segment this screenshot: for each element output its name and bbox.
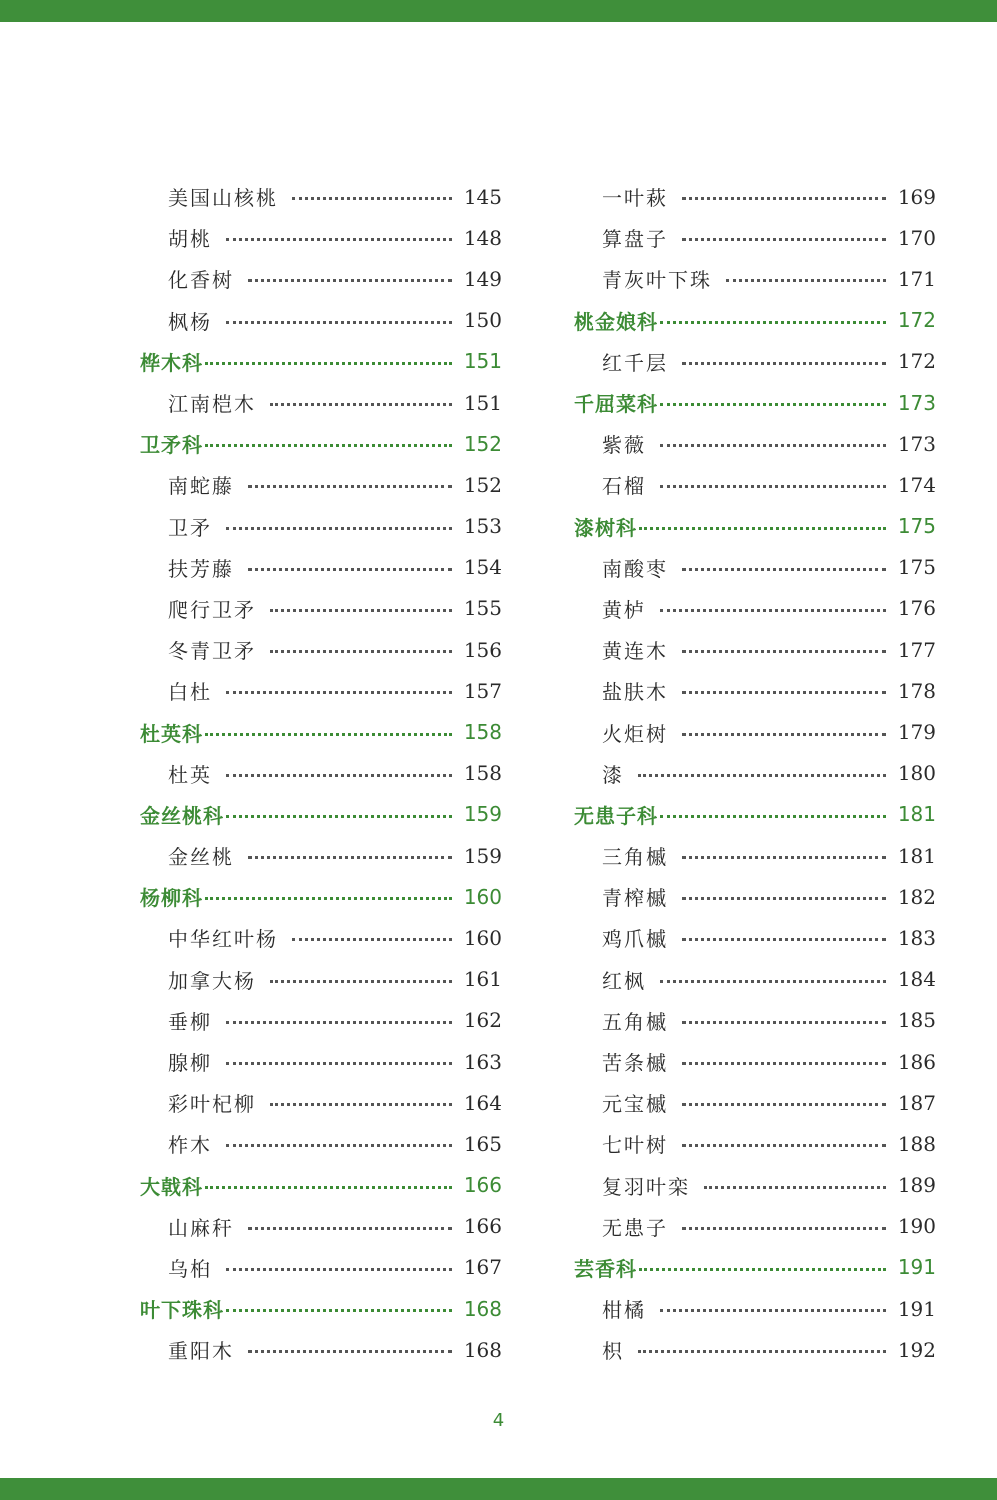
- dot-leader: [704, 1186, 886, 1189]
- toc-entry-title: 红千层: [602, 350, 668, 375]
- dot-leader: [639, 527, 886, 530]
- toc-family-heading[interactable]: [140, 794, 502, 835]
- dot-leader: [682, 733, 886, 736]
- toc-family-heading[interactable]: [574, 506, 936, 547]
- toc-page-number: 157: [463, 678, 502, 703]
- toc-entry-title: 七叶树: [602, 1133, 668, 1158]
- dot-leader: [682, 1227, 886, 1230]
- toc-entry-title: 垂柳: [168, 1009, 212, 1034]
- toc-entry-title: 石榴: [602, 474, 646, 499]
- dot-leader: [226, 1309, 452, 1312]
- toc-page-number: 159: [463, 843, 502, 868]
- toc-entry-title: 元宝槭: [602, 1092, 668, 1117]
- toc-page-number: 174: [897, 472, 936, 497]
- toc-entry-title: 南蛇藤: [168, 474, 234, 499]
- toc-entry-title: 卫矛: [168, 515, 212, 540]
- dot-leader: [660, 444, 886, 447]
- toc-family-heading[interactable]: [140, 711, 502, 752]
- dot-leader: [270, 403, 452, 406]
- toc-page-number: 164: [463, 1090, 502, 1115]
- dot-leader: [682, 362, 886, 365]
- toc-entry-title: 苦条槭: [602, 1051, 668, 1076]
- toc-entry[interactable]: [574, 423, 936, 464]
- toc-page-number: 183: [897, 925, 936, 950]
- toc-page-number: 162: [463, 1008, 502, 1033]
- dot-leader: [248, 1350, 452, 1353]
- toc-entry-title: 桦木科: [140, 350, 203, 375]
- dot-leader: [682, 691, 886, 694]
- toc-entry[interactable]: [140, 588, 502, 629]
- toc-entry[interactable]: [574, 588, 936, 629]
- toc-page-number: 175: [897, 514, 936, 539]
- toc-page-number: 155: [463, 596, 502, 621]
- toc-entry[interactable]: [574, 258, 936, 299]
- toc-entry[interactable]: [140, 1041, 502, 1082]
- toc-page-number: 149: [463, 266, 502, 291]
- dot-leader: [205, 444, 452, 447]
- toc-entry[interactable]: [574, 1329, 936, 1370]
- toc-entry-title: 大戟科: [140, 1174, 203, 1199]
- dot-leader: [682, 856, 886, 859]
- toc-entry-title: 化香树: [168, 268, 234, 293]
- toc-entry[interactable]: [574, 217, 936, 258]
- toc-entry-title: 腺柳: [168, 1051, 212, 1076]
- toc-entry-title: 重阳木: [168, 1339, 234, 1364]
- toc-entry[interactable]: [140, 1000, 502, 1041]
- dot-leader: [660, 609, 886, 612]
- dot-leader: [682, 568, 886, 571]
- dot-leader: [638, 1350, 886, 1353]
- toc-page-number: 173: [897, 390, 936, 415]
- dot-leader: [226, 527, 452, 530]
- toc-family-heading[interactable]: [140, 876, 502, 917]
- toc-entry[interactable]: [574, 835, 936, 876]
- toc-page-number: 180: [897, 761, 936, 786]
- dot-leader: [226, 774, 452, 777]
- toc-page-number: 172: [897, 349, 936, 374]
- dot-leader: [226, 1062, 452, 1065]
- toc-entry-title: 青灰叶下珠: [602, 268, 712, 293]
- toc-page-number: 189: [897, 1173, 936, 1198]
- toc-entry[interactable]: [140, 506, 502, 547]
- toc-entry-title: 火炬树: [602, 721, 668, 746]
- toc-entry[interactable]: [140, 547, 502, 588]
- toc-entry-title: 江南桤木: [168, 392, 256, 417]
- toc-entry[interactable]: [574, 670, 936, 711]
- toc-entry[interactable]: [574, 1165, 936, 1206]
- toc-entry[interactable]: [574, 464, 936, 505]
- toc-page-number: 178: [897, 678, 936, 703]
- toc-page-number: 161: [463, 967, 502, 992]
- toc-page-number: 163: [463, 1049, 502, 1074]
- dot-leader: [205, 1186, 452, 1189]
- toc-page-number: 176: [897, 596, 936, 621]
- toc-entry-title: 鸡爪槭: [602, 927, 668, 952]
- toc-entry-title: 无患子: [602, 1215, 668, 1240]
- dot-leader: [292, 938, 452, 941]
- toc-page-number: 160: [463, 884, 502, 909]
- toc-entry[interactable]: [140, 176, 502, 217]
- toc-entry-title: 杨柳科: [140, 886, 203, 911]
- dot-leader: [248, 568, 452, 571]
- toc-entry[interactable]: [574, 711, 936, 752]
- toc-entry-title: 无患子科: [574, 803, 658, 828]
- dot-leader: [248, 1227, 452, 1230]
- dot-leader: [660, 815, 886, 818]
- toc-family-heading[interactable]: [140, 1165, 502, 1206]
- toc-entry[interactable]: [140, 1123, 502, 1164]
- toc-page-number: 151: [463, 349, 502, 374]
- toc-page-number: 159: [463, 802, 502, 827]
- dot-leader: [226, 815, 452, 818]
- toc-family-heading[interactable]: [574, 794, 936, 835]
- dot-leader: [205, 362, 452, 365]
- toc-entry[interactable]: [140, 917, 502, 958]
- toc-family-heading[interactable]: [140, 1288, 502, 1329]
- toc-entry-title: 紫薇: [602, 433, 646, 458]
- toc-page-number: 169: [897, 184, 936, 209]
- toc-family-heading[interactable]: [574, 382, 936, 423]
- toc-entry-title: 南酸枣: [602, 556, 668, 581]
- dot-leader: [248, 279, 452, 282]
- toc-entry-title: 山麻秆: [168, 1215, 234, 1240]
- toc-entry-title: 彩叶杞柳: [168, 1092, 256, 1117]
- toc-entry[interactable]: [140, 670, 502, 711]
- dot-leader: [270, 1103, 452, 1106]
- toc-entry-title: 杜英: [168, 762, 212, 787]
- toc-left-column: [140, 176, 502, 1370]
- dot-leader: [638, 774, 886, 777]
- dot-leader: [682, 650, 886, 653]
- toc-entry[interactable]: [574, 176, 936, 217]
- toc-page-number: 181: [897, 843, 936, 868]
- toc-entry-title: 卫矛科: [140, 433, 203, 458]
- toc-right-column: [574, 176, 936, 1370]
- toc-page-number: 145: [463, 184, 502, 209]
- toc-page-number: 156: [463, 637, 502, 662]
- toc-entry[interactable]: [140, 382, 502, 423]
- dot-leader: [682, 938, 886, 941]
- toc-page-number: 170: [897, 225, 936, 250]
- toc-family-heading[interactable]: [574, 300, 936, 341]
- toc-entry-title: 红枫: [602, 968, 646, 993]
- toc-page-number: 165: [463, 1131, 502, 1156]
- dot-leader: [682, 1021, 886, 1024]
- toc-page-number: 181: [897, 802, 936, 827]
- toc-family-heading[interactable]: [140, 423, 502, 464]
- toc-page-number: 171: [897, 266, 936, 291]
- toc-page-number: 187: [897, 1090, 936, 1115]
- dot-leader: [660, 321, 886, 324]
- toc-entry-title: 复羽叶栾: [602, 1174, 690, 1199]
- toc-page-number: 191: [897, 1296, 936, 1321]
- toc-page-number: 191: [897, 1255, 936, 1280]
- toc-entry[interactable]: [574, 547, 936, 588]
- toc-entry[interactable]: [140, 1082, 502, 1123]
- toc-page-number: 188: [897, 1131, 936, 1156]
- toc-entry[interactable]: [574, 341, 936, 382]
- toc-entry[interactable]: [140, 1329, 502, 1370]
- toc-page-number: 185: [897, 1008, 936, 1033]
- toc-page-number: 148: [463, 225, 502, 250]
- toc-entry-title: 枳: [602, 1339, 624, 1364]
- dot-leader: [660, 403, 886, 406]
- dot-leader: [270, 980, 452, 983]
- toc-entry-title: 青榨槭: [602, 886, 668, 911]
- toc-entry[interactable]: [140, 300, 502, 341]
- toc-entry-title: 爬行卫矛: [168, 597, 256, 622]
- toc-entry-title: 五角槭: [602, 1009, 668, 1034]
- toc-entry[interactable]: [140, 217, 502, 258]
- toc-entry-title: 盐肤木: [602, 680, 668, 705]
- toc-entry-title: 杜英科: [140, 721, 203, 746]
- toc-page-number: 179: [897, 720, 936, 745]
- dot-leader: [226, 1144, 452, 1147]
- toc-entry-title: 柑橘: [602, 1298, 646, 1323]
- toc-page-number: 168: [463, 1337, 502, 1362]
- toc-entry-title: 加拿大杨: [168, 968, 256, 993]
- toc-page-number: 152: [463, 431, 502, 456]
- toc-entry-title: 扶芳藤: [168, 556, 234, 581]
- bottom-green-band: [0, 1478, 997, 1500]
- dot-leader: [682, 238, 886, 241]
- toc-entry-title: 胡桃: [168, 227, 212, 252]
- dot-leader: [205, 733, 452, 736]
- toc-entry[interactable]: [574, 876, 936, 917]
- toc-entry[interactable]: [140, 629, 502, 670]
- toc-page-number: 154: [463, 555, 502, 580]
- toc-entry-title: 中华红叶杨: [168, 927, 278, 952]
- toc-entry[interactable]: [140, 959, 502, 1000]
- toc-page-number: 160: [463, 925, 502, 950]
- dot-leader: [639, 1268, 886, 1271]
- toc-page-number: 166: [463, 1214, 502, 1239]
- toc-entry-title: 漆树科: [574, 515, 637, 540]
- dot-leader: [205, 897, 452, 900]
- toc-page-number: 186: [897, 1049, 936, 1074]
- dot-leader: [226, 1021, 452, 1024]
- toc-entry-title: 漆: [602, 762, 624, 787]
- toc-entry-title: 三角槭: [602, 845, 668, 870]
- toc-page-number: 172: [897, 308, 936, 333]
- page-number: 4: [492, 1410, 505, 1431]
- toc-page-number: 151: [463, 390, 502, 415]
- dot-leader: [270, 650, 452, 653]
- toc-page-number: 158: [463, 720, 502, 745]
- dot-leader: [682, 197, 886, 200]
- toc-page-number: 177: [897, 637, 936, 662]
- toc-entry-title: 黄连木: [602, 639, 668, 664]
- toc-page-number: 190: [897, 1214, 936, 1239]
- top-green-band: [0, 0, 997, 22]
- dot-leader: [226, 1268, 452, 1271]
- toc-page-number: 158: [463, 761, 502, 786]
- toc-entry[interactable]: [140, 1206, 502, 1247]
- toc-entry[interactable]: [140, 835, 502, 876]
- toc-family-heading[interactable]: [574, 1247, 936, 1288]
- toc-page-number: 184: [897, 967, 936, 992]
- toc-entry-title: 叶下珠科: [140, 1298, 224, 1323]
- toc-entry-title: 金丝桃: [168, 845, 234, 870]
- dot-leader: [682, 897, 886, 900]
- toc-entry-title: 美国山核桃: [168, 186, 278, 211]
- toc-entry-title: 冬青卫矛: [168, 639, 256, 664]
- toc-entry[interactable]: [574, 1000, 936, 1041]
- toc-entry[interactable]: [574, 1082, 936, 1123]
- toc-entry-title: 算盘子: [602, 227, 668, 252]
- dot-leader: [226, 321, 452, 324]
- toc-page-number: 152: [463, 472, 502, 497]
- toc-entry-title: 金丝桃科: [140, 803, 224, 828]
- toc-entry-title: 枫杨: [168, 309, 212, 334]
- dot-leader: [660, 1309, 886, 1312]
- toc-page-number: 175: [897, 555, 936, 580]
- toc-entry[interactable]: [574, 1041, 936, 1082]
- toc-entry-title: 白杜: [168, 680, 212, 705]
- dot-leader: [682, 1103, 886, 1106]
- toc-entry[interactable]: [574, 917, 936, 958]
- toc-page-number: 153: [463, 514, 502, 539]
- toc-entry[interactable]: [140, 464, 502, 505]
- dot-leader: [660, 980, 886, 983]
- dot-leader: [270, 609, 452, 612]
- toc-entry-title: 一叶萩: [602, 186, 668, 211]
- toc-entry[interactable]: [574, 1206, 936, 1247]
- dot-leader: [248, 856, 452, 859]
- toc-page-number: 166: [463, 1173, 502, 1198]
- toc-entry-title: 黄栌: [602, 597, 646, 622]
- dot-leader: [292, 197, 452, 200]
- toc-entry-title: 乌桕: [168, 1256, 212, 1281]
- dot-leader: [226, 238, 452, 241]
- dot-leader: [682, 1144, 886, 1147]
- toc-entry[interactable]: [140, 1247, 502, 1288]
- toc-page-number: 182: [897, 884, 936, 909]
- toc-entry-title: 桃金娘科: [574, 309, 658, 334]
- toc-page-number: 192: [897, 1337, 936, 1362]
- toc-family-heading[interactable]: [140, 341, 502, 382]
- toc-page-number: 167: [463, 1255, 502, 1280]
- toc-page-number: 168: [463, 1296, 502, 1321]
- toc-entry-title: 千屈菜科: [574, 392, 658, 417]
- toc-entry-title: 芸香科: [574, 1256, 637, 1281]
- toc-entry-title: 柞木: [168, 1133, 212, 1158]
- toc-entry[interactable]: [574, 753, 936, 794]
- dot-leader: [660, 485, 886, 488]
- dot-leader: [726, 279, 886, 282]
- toc-entry[interactable]: [574, 959, 936, 1000]
- dot-leader: [248, 485, 452, 488]
- dot-leader: [226, 691, 452, 694]
- toc-entry[interactable]: [140, 753, 502, 794]
- dot-leader: [682, 1062, 886, 1065]
- toc-entry[interactable]: [574, 629, 936, 670]
- toc-page-number: 150: [463, 308, 502, 333]
- toc-entry[interactable]: [574, 1123, 936, 1164]
- toc-entry[interactable]: [574, 1288, 936, 1329]
- toc-entry[interactable]: [140, 258, 502, 299]
- toc-page-number: 173: [897, 431, 936, 456]
